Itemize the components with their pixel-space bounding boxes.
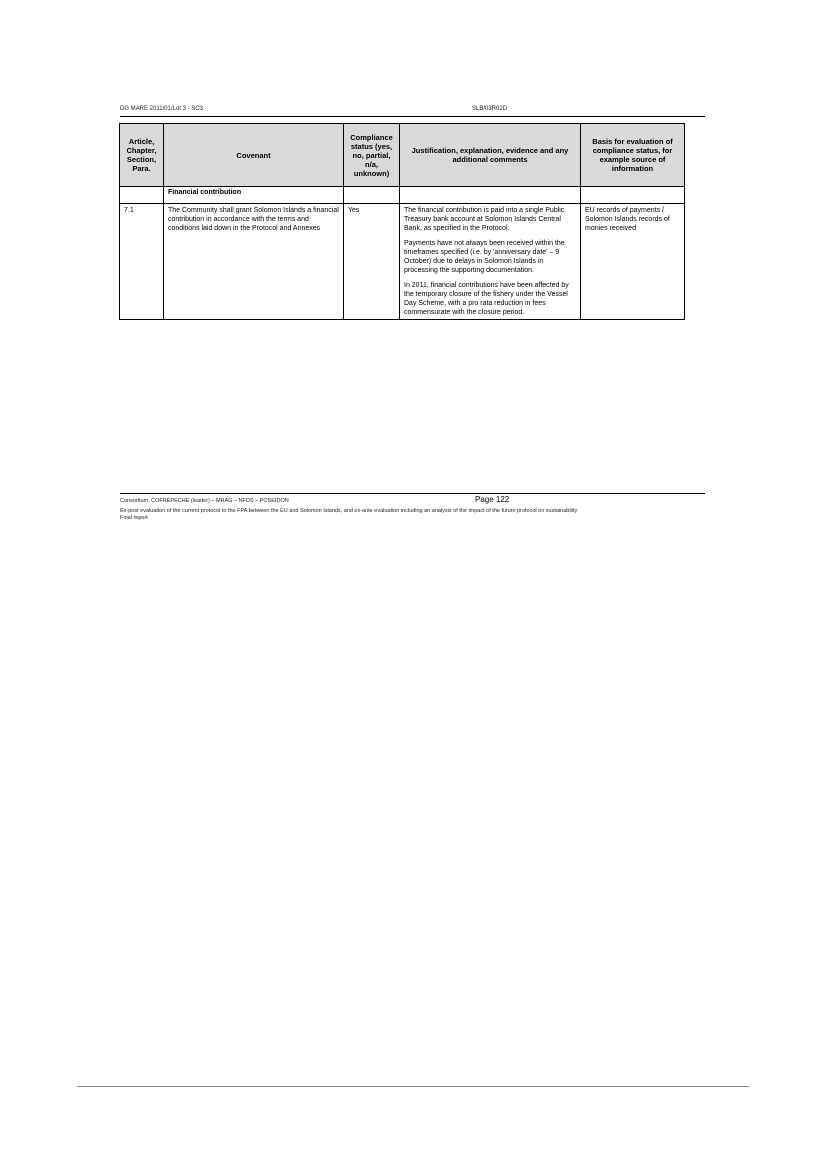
- justification-paragraph: In 2011, financial contributions have been affected by the temporary closure of the fishery under the Vessel Day Scheme, with a pro rata reduction in fees commensurate with the closure period.: [404, 282, 569, 316]
- cell-status: Yes: [344, 204, 400, 320]
- cell-covenant: The Community shall grant Solomon Islands a financial contribution in accordance with the terms and conditions laid down in the Protocol and Annexes: [164, 204, 344, 320]
- cell-justification: [400, 204, 581, 320]
- section-basis-cell: [581, 187, 685, 204]
- section-row: [120, 187, 685, 204]
- col-header-compliance-status: Compliance status (yes, no, partial, n/a, unknown): [344, 124, 400, 187]
- cell-article: 7.1: [120, 204, 164, 320]
- footer-report-type: Final report: [120, 515, 148, 521]
- col-header-basis: Basis for evaluation of compliance status, for example source of information: [581, 124, 685, 187]
- col-header-justification: Justification, explanation, evidence and any additional comments: [400, 124, 581, 187]
- section-status-cell: [344, 187, 400, 204]
- section-title: Financial contribution: [164, 187, 344, 204]
- table-header-row: [120, 124, 685, 187]
- footer-consortium: Consortium: COFREPECHE (leader) – MRAG – NFDS – POSEIDON: [120, 498, 289, 504]
- header-project-ref: DG MARE 2011/01/Lot 3 - SC3: [120, 106, 203, 112]
- col-header-covenant: Covenant: [164, 124, 344, 187]
- footer-report-title: Ex-post evaluation of the current protocol to the FPA between the EU and Solomon Islands, and ex-ante evaluation including an analysis of the impact of the future protocol on sustainability: [120, 508, 578, 514]
- section-justification-cell: [400, 187, 581, 204]
- page-header: [120, 106, 705, 117]
- header-doc-ref: SLB/03R02D: [472, 106, 508, 112]
- page-number: Page 122: [475, 495, 510, 504]
- justification-paragraph: The financial contribution is paid into a single Public Treasury bank account at Solomon Islands Central Bank, as specified in the Protocol.: [404, 207, 565, 232]
- section-article-cell: [120, 187, 164, 204]
- page-footer: [120, 493, 705, 522]
- col-header-article: Article, Chapter, Section, Para.: [120, 124, 164, 187]
- covenant-table: [119, 123, 685, 320]
- cell-basis: EU records of payments / Solomon Islands records of monies received: [581, 204, 685, 320]
- bottom-divider: [77, 1086, 749, 1087]
- justification-paragraph: Payments have not always been received within the timeframes specified (i.e. by 'anniversary date' – 9 October) due to delays in Solomon Islands in processing the supporting documentation.: [404, 240, 565, 274]
- table-row: [120, 204, 685, 320]
